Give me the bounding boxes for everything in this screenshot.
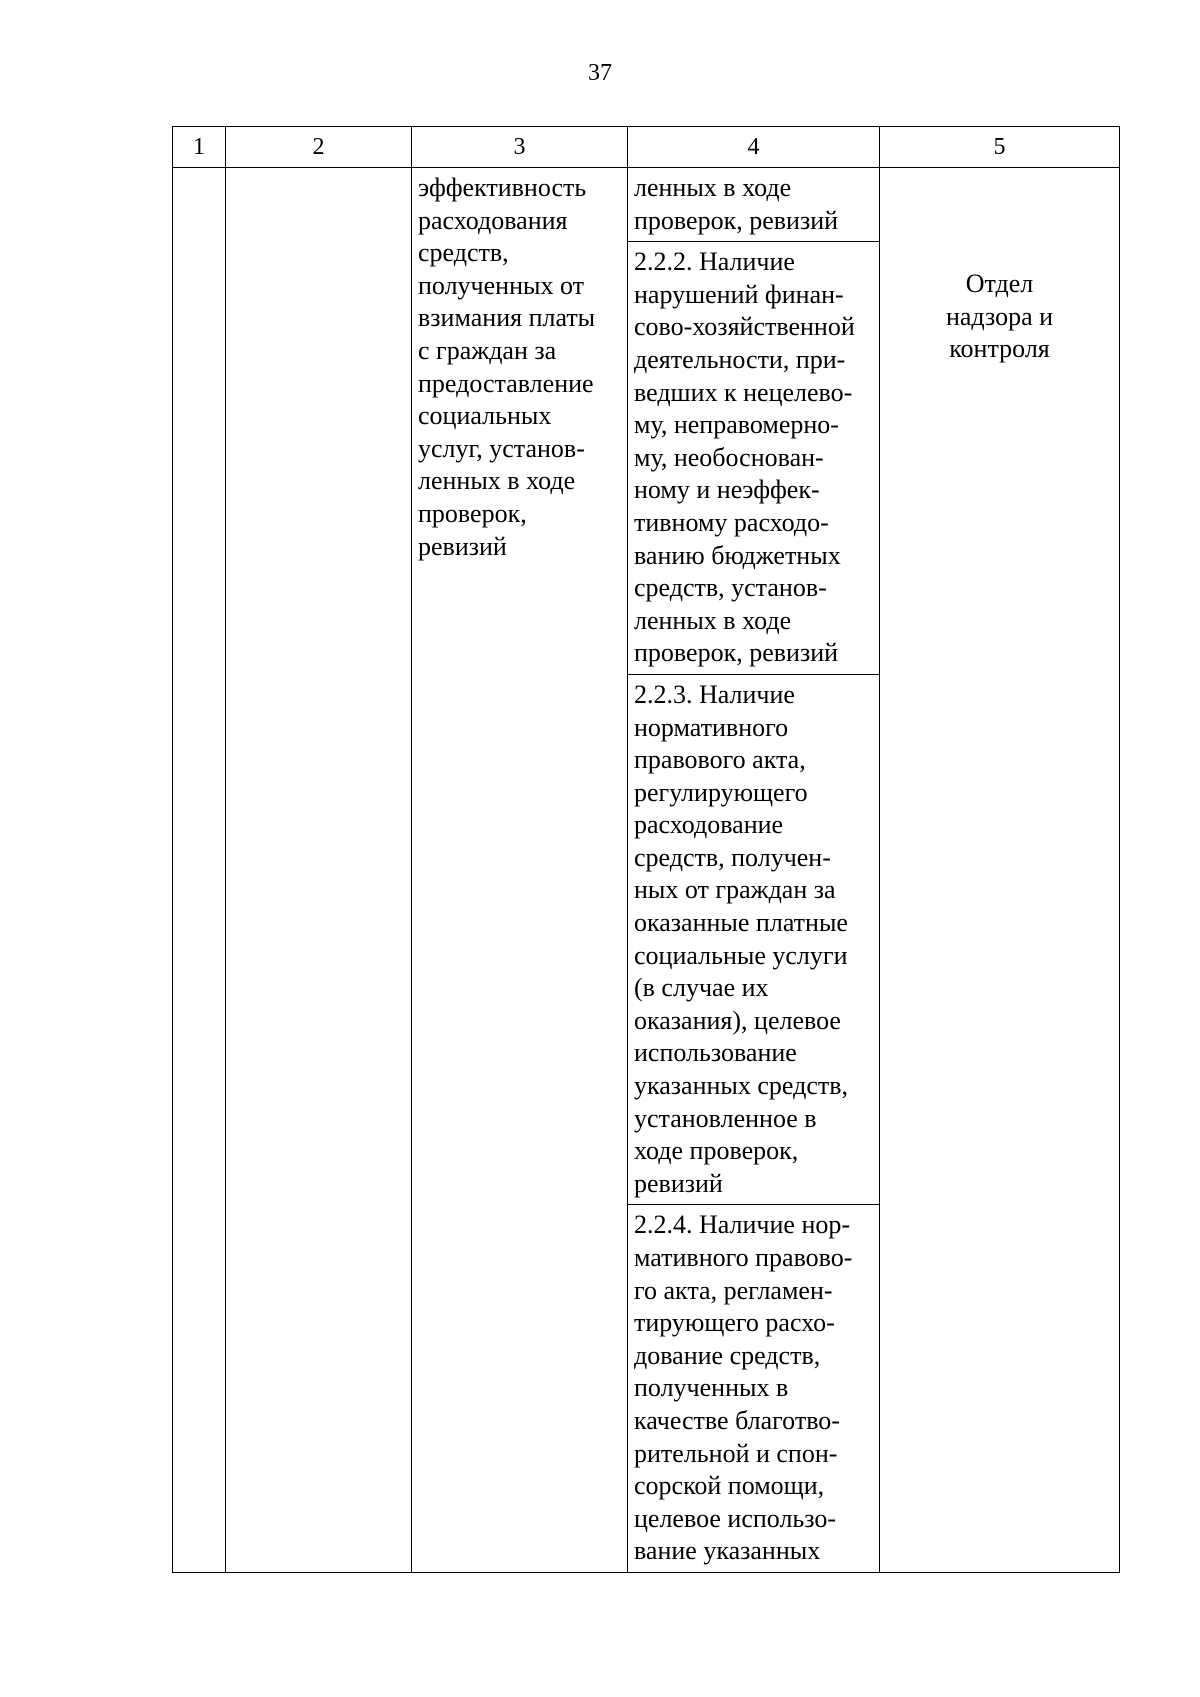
text-line: (в случае их <box>634 973 769 1003</box>
text-line: ходе проверок, <box>634 1136 799 1166</box>
text-line: эффективность <box>418 173 587 202</box>
text-line: Отдел <box>965 269 1034 298</box>
column-header-2: 2 <box>226 127 412 168</box>
text-line: 2.2.2. Наличие <box>634 247 795 277</box>
text-line: социальных <box>418 401 552 431</box>
text-line: полученных от <box>418 270 584 300</box>
text-line: тирующего расхо- <box>634 1308 835 1338</box>
text-line: рительной и спон- <box>634 1438 838 1468</box>
text-line: средств, получен- <box>634 842 831 872</box>
indicator-text <box>628 168 879 241</box>
text-line: контроля <box>949 334 1050 364</box>
text-line: мативного правово- <box>634 1243 853 1272</box>
text-line: тивному расходо- <box>634 507 829 537</box>
text-line: сорской помощи, <box>634 1471 825 1501</box>
text-line: надзора и <box>945 301 1054 331</box>
column-header-5: 5 <box>880 127 1120 168</box>
text-line: указанных средств, <box>634 1071 849 1101</box>
cell-col4-item-1 <box>628 168 880 242</box>
text-line: дование средств, <box>634 1340 821 1370</box>
text-line: ревизий <box>418 531 507 561</box>
text-line: му, необоснован- <box>634 442 824 472</box>
text-line: средств, установ- <box>634 573 827 603</box>
responsible-department <box>880 168 1119 370</box>
column-header-3: 3 <box>412 127 628 168</box>
text-line: социальные услуги <box>634 940 848 970</box>
criterion-text <box>412 168 627 567</box>
text-line: установленное в <box>634 1103 817 1133</box>
text-line: му, неправомерно- <box>634 410 839 440</box>
text-line: расходование <box>634 810 784 840</box>
text-line: ленных в ходе <box>418 466 576 496</box>
column-header-4: 4 <box>628 127 880 168</box>
text-line: нормативного <box>634 712 789 742</box>
text-line: регулирующего <box>634 777 808 807</box>
text-line: целевое использо- <box>634 1503 837 1533</box>
text-line: ному и неэффек- <box>634 475 820 505</box>
text-line: ленных в ходе <box>634 173 792 202</box>
text-line: сово-хозяйственной <box>634 312 855 342</box>
text-line: ведших к нецелево- <box>634 377 853 407</box>
cell-col4-item-4 <box>628 1205 880 1573</box>
text-line: 2.2.4. Наличие нор- <box>634 1210 851 1240</box>
cell-col5 <box>880 168 1120 1573</box>
text-line: оказания), целевое <box>634 1005 841 1035</box>
text-line: взимания платы <box>418 303 596 333</box>
text-line: средств, <box>418 238 509 268</box>
text-line: качестве благотво- <box>634 1405 840 1435</box>
text-line: предоставление <box>418 368 594 398</box>
column-header-1: 1 <box>173 127 226 168</box>
text-line: оказанные платные <box>634 908 848 938</box>
text-line: проверок, <box>418 498 527 528</box>
text-line: ревизий <box>634 1168 723 1198</box>
text-line: использование <box>634 1038 797 1068</box>
cell-col4-item-3 <box>628 674 880 1205</box>
text-line: расходования <box>418 205 568 235</box>
cell-col2 <box>226 168 412 1573</box>
indicator-text <box>628 242 879 674</box>
indicator-text <box>628 1205 879 1572</box>
text-line: правового акта, <box>634 745 806 775</box>
text-line: услуг, установ- <box>418 433 585 463</box>
text-line: вание указанных <box>634 1536 821 1566</box>
text-line: ных от граждан за <box>634 875 836 905</box>
text-line: 2.2.3. Наличие <box>634 679 795 709</box>
text-line: го акта, регламен- <box>634 1275 833 1305</box>
cell-col4-item-2 <box>628 242 880 675</box>
text-line: ванию бюджетных <box>634 540 841 570</box>
table-header-row <box>173 127 1120 168</box>
cell-col1 <box>173 168 226 1573</box>
document-table <box>172 126 1120 1573</box>
table-row <box>173 168 1120 242</box>
text-line: с граждан за <box>418 335 557 365</box>
page-number: 37 <box>588 60 612 86</box>
text-line: деятельности, при- <box>634 344 846 374</box>
text-line: проверок, ревизий <box>634 205 839 235</box>
text-line: ленных в ходе <box>634 605 792 635</box>
cell-col3 <box>412 168 628 1573</box>
text-line: нарушений финан- <box>634 279 844 309</box>
indicator-text <box>628 675 879 1205</box>
text-line: проверок, ревизий <box>634 638 839 668</box>
text-line: полученных в <box>634 1373 789 1403</box>
